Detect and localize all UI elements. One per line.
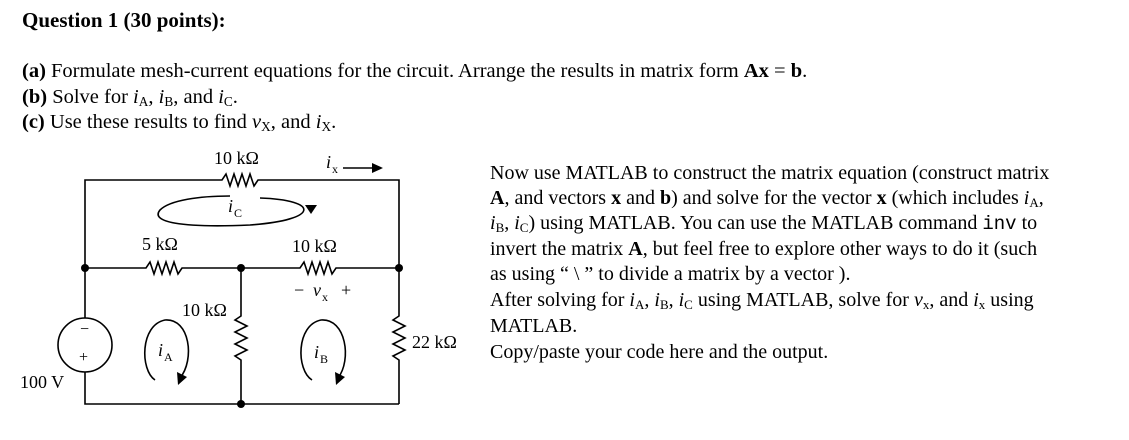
desc-t5: ) using MATLAB. You can use the MATLAB command bbox=[528, 212, 983, 234]
desc-comma: , bbox=[504, 212, 515, 234]
desc-ia: i bbox=[1023, 187, 1030, 209]
label-vx-plus: + bbox=[341, 280, 352, 300]
desc-ib-sub: B bbox=[495, 220, 505, 235]
desc-ix: i bbox=[973, 289, 979, 311]
part-b-ic-sub: C bbox=[223, 94, 233, 109]
part-a-text: Formulate mesh-current equations for the circuit. Arrange the results in matrix form bbox=[51, 60, 744, 82]
desc-line-4 bbox=[490, 237, 1037, 263]
desc-x2: x bbox=[876, 187, 887, 209]
wire-top bbox=[85, 174, 399, 268]
node-bottom bbox=[237, 400, 245, 408]
node-mid bbox=[237, 264, 245, 272]
part-b-comma: , bbox=[148, 86, 159, 108]
label-ib-sub: B bbox=[320, 352, 329, 366]
label-ia: i bbox=[158, 340, 164, 360]
part-b-ib-sub: B bbox=[164, 94, 174, 109]
label-ix-sub: x bbox=[332, 162, 338, 176]
part-c-vx: v bbox=[252, 111, 262, 133]
label-vx-minus: − bbox=[294, 280, 305, 300]
desc-t6: invert the matrix bbox=[490, 238, 629, 260]
desc-line-8: Copy/paste your code here and the output. bbox=[490, 341, 829, 363]
part-b-text: Solve for bbox=[52, 86, 134, 108]
part-a-eq: = bbox=[768, 60, 791, 82]
part-a-ax: Ax bbox=[743, 60, 769, 82]
part-a-end: . bbox=[802, 60, 808, 82]
part-c-ix: i bbox=[315, 111, 322, 133]
node-left bbox=[81, 264, 89, 272]
desc-end: , bbox=[1038, 187, 1044, 209]
label-ia-sub: A bbox=[164, 350, 173, 364]
desc-code-inv: inv bbox=[982, 213, 1017, 235]
desc-ic-sub: C bbox=[519, 220, 529, 235]
desc-ic: i bbox=[514, 212, 520, 234]
label-source: 100 V bbox=[20, 372, 65, 392]
desc-ib: i bbox=[490, 212, 496, 234]
label-r-right: 10 kΩ bbox=[292, 236, 337, 256]
label-ix: i bbox=[326, 152, 332, 172]
desc-ia-sub: A bbox=[1029, 195, 1039, 210]
label-vx: v bbox=[313, 280, 321, 300]
desc-t4: (which includes bbox=[886, 187, 1024, 209]
desc-ib2: i bbox=[654, 289, 660, 311]
desc-ia2-sub: A bbox=[634, 297, 645, 312]
desc-t8: After solving for bbox=[490, 289, 630, 311]
part-b-and: , and bbox=[173, 86, 219, 108]
label-ic: i bbox=[228, 196, 234, 216]
circuit-diagram bbox=[0, 0, 480, 440]
part-c-end: . bbox=[331, 111, 337, 133]
label-ic-sub: C bbox=[234, 206, 243, 220]
desc-t3: ) and solve for the vector bbox=[671, 187, 877, 209]
desc-ic2-sub: C bbox=[684, 297, 693, 312]
desc-matrix-a: A bbox=[490, 187, 505, 209]
part-b-end: . bbox=[232, 86, 238, 108]
label-r-mid: 10 kΩ bbox=[182, 300, 227, 320]
desc-line-5: as using “ \ ” to divide a matrix by a vector ). bbox=[490, 263, 851, 285]
desc-c2: , bbox=[668, 289, 679, 311]
desc-ib2-sub: B bbox=[659, 297, 669, 312]
desc-using: using bbox=[985, 289, 1034, 311]
source-minus: − bbox=[80, 321, 90, 338]
part-b-ib: i bbox=[158, 86, 165, 108]
part-b-ia: i bbox=[133, 86, 139, 108]
part-c-ix-sub: X bbox=[321, 119, 332, 134]
part-b-label: (b) bbox=[22, 86, 48, 108]
desc-t7: , but feel free to explore other ways to do it (such bbox=[642, 238, 1038, 260]
label-r-far: 22 kΩ bbox=[412, 332, 457, 352]
label-vx-sub: x bbox=[322, 290, 328, 304]
label-ib: i bbox=[314, 342, 320, 362]
mesh-ib-loop bbox=[301, 320, 345, 380]
node-right bbox=[395, 264, 403, 272]
desc-x: x bbox=[611, 187, 622, 209]
desc-t1: , and vectors bbox=[504, 187, 612, 209]
desc-line-7: MATLAB. bbox=[490, 315, 578, 337]
desc-and: , and bbox=[929, 289, 974, 311]
question-title: Question 1 (30 points): bbox=[22, 8, 226, 32]
source-plus: + bbox=[79, 349, 89, 366]
label-r-top: 10 kΩ bbox=[214, 148, 259, 168]
part-b-ic: i bbox=[218, 86, 224, 108]
desc-b: b bbox=[659, 187, 672, 209]
part-c-text: Use these results to find bbox=[49, 111, 253, 133]
resistor-far bbox=[393, 268, 405, 404]
ic-arrowhead bbox=[305, 205, 317, 214]
desc-c1: , bbox=[644, 289, 655, 311]
desc-vx-sub: x bbox=[922, 297, 930, 312]
desc-t9: using MATLAB, solve for bbox=[692, 289, 914, 311]
desc-t2: and bbox=[621, 187, 660, 209]
desc-vx: v bbox=[913, 289, 923, 311]
part-c-vx-sub: X bbox=[261, 119, 271, 134]
desc-ix-sub: x bbox=[978, 297, 986, 312]
desc-ia2: i bbox=[629, 289, 635, 311]
resistor-mid bbox=[235, 268, 247, 404]
part-c-and: , and bbox=[270, 111, 316, 133]
label-r-left: 5 kΩ bbox=[142, 234, 178, 254]
desc-ic2: i bbox=[678, 289, 685, 311]
part-b-ia-sub: A bbox=[138, 94, 149, 109]
ix-arrowhead bbox=[372, 163, 383, 173]
desc-line-1: Now use MATLAB to construct the matrix equation (construct matrix bbox=[490, 162, 1050, 184]
part-a-label: (a) bbox=[22, 60, 46, 82]
desc-matrix-a2: A bbox=[628, 238, 643, 260]
part-c-label: (c) bbox=[22, 111, 45, 133]
desc-to: to bbox=[1016, 212, 1038, 234]
part-a-b: b bbox=[790, 60, 803, 82]
